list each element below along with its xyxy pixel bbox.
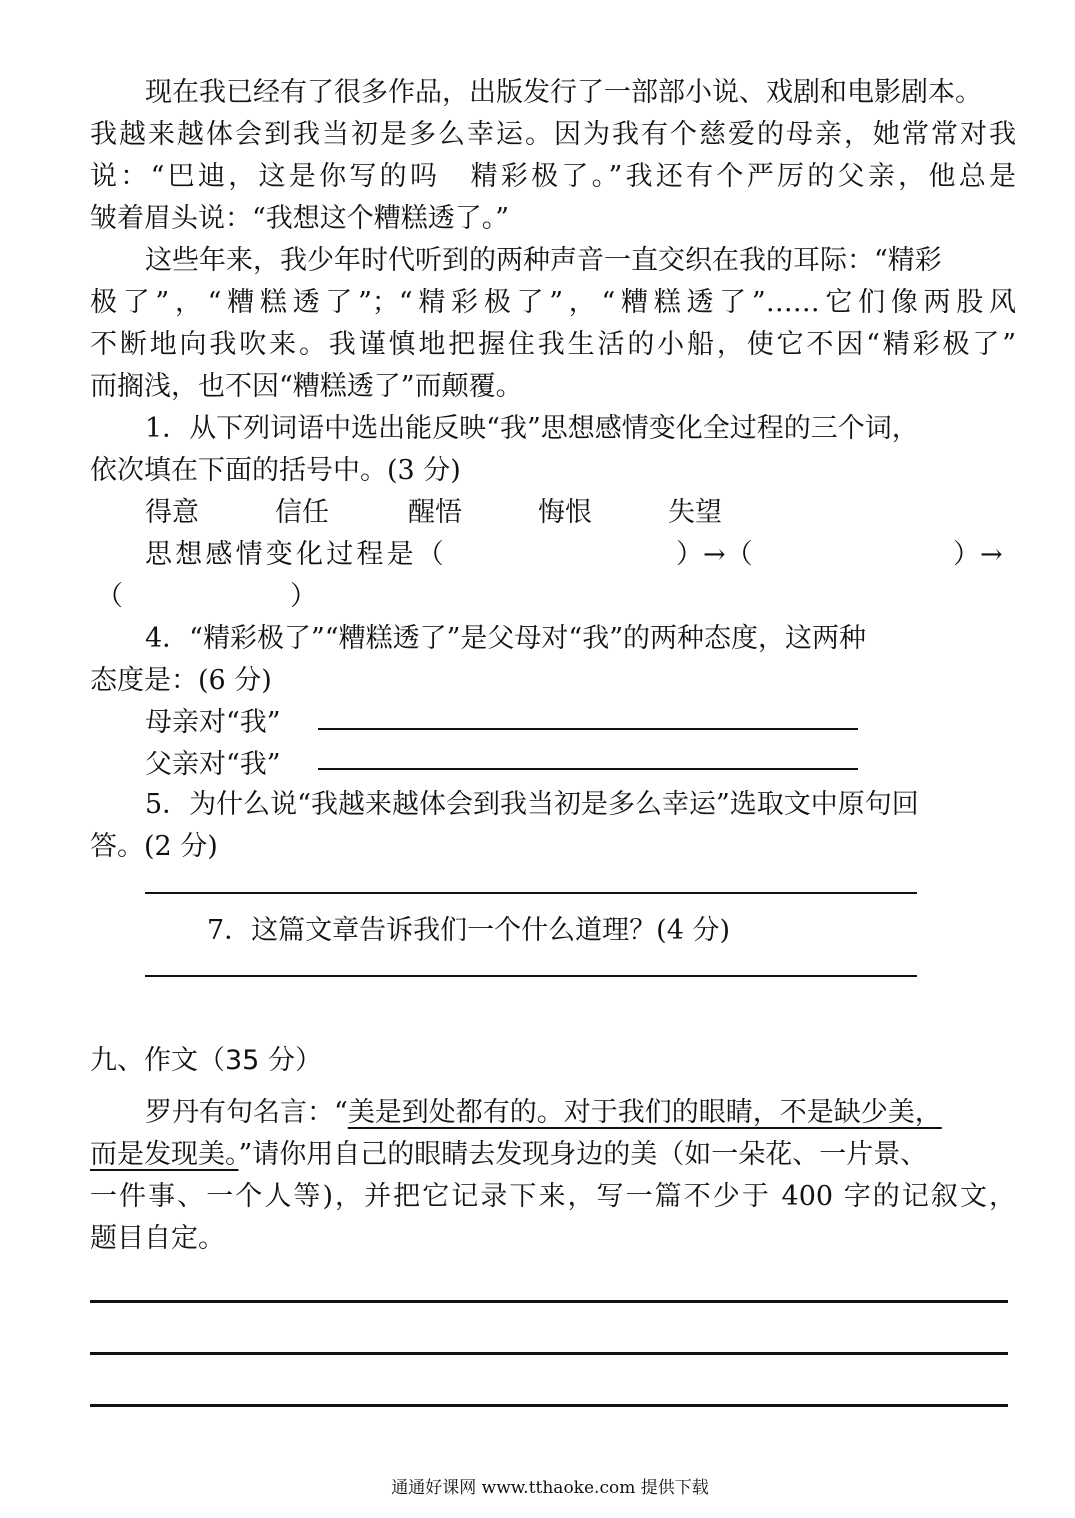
essay-heading: 九、作文（35 分） xyxy=(90,1045,322,1076)
rodin-quote-part1: 美是到处都有的。对于我们的眼睛，不是缺少美， xyxy=(347,1097,942,1128)
essay-line1 xyxy=(145,1092,1025,1134)
q7-answer-line[interactable] xyxy=(145,975,917,977)
essay-writing-line[interactable] xyxy=(90,1300,1008,1303)
option-word: 醒悟 xyxy=(408,497,462,528)
q1-line1: 1．从下列词语中选出能反映“我”思想感情变化全过程的三个词， xyxy=(145,413,919,444)
essay-line2 xyxy=(90,1134,1020,1176)
essay-line3: 一件事、一个人等)，并把它记录下来，写一篇不少于 400 字的记叙文， xyxy=(90,1181,1016,1212)
passage-p2-line2: 极了”，“糟糕透了”；“精彩极了”，“糟糕透了”……它们像两股风 xyxy=(90,287,1016,318)
passage-p1-line2: 我越来越体会到我当初是多么幸运。因为我有个慈爱的母亲，她常常对我 xyxy=(90,119,1016,150)
option-word: 悔恨 xyxy=(538,497,592,528)
essay-line4: 题目自定。 xyxy=(90,1223,225,1254)
passage-p2-line1: 这些年来，我少年时代听到的两种声音一直交织在我的耳际：“精彩 xyxy=(145,245,942,276)
option-word: 信任 xyxy=(275,497,329,528)
passage-p1-line3: 说：“巴迪，这是你写的吗 精彩极了。”我还有个严厉的父亲，他总是 xyxy=(90,161,1016,192)
passage-p2-line3: 不断地向我吹来。我谨慎地把握住我生活的小船，使它不因“精彩极了” xyxy=(90,329,1016,360)
essay-writing-line[interactable] xyxy=(90,1404,1008,1407)
q1-line2: 依次填在下面的括号中。(3 分) xyxy=(90,455,461,486)
q5-answer-line[interactable] xyxy=(145,892,917,894)
essay-writing-line[interactable] xyxy=(90,1352,1008,1355)
page-footer: 通通好课网 www.tthaoke.com 提供下载 xyxy=(391,1478,709,1498)
q4-line2: 态度是：(6 分) xyxy=(90,665,272,696)
q4-father-answer-line[interactable] xyxy=(318,768,858,770)
q4-line1: 4．“精彩极了”“糟糕透了”是父母对“我”的两种态度，这两种 xyxy=(145,623,866,654)
q4-father-label: 父亲对“我” xyxy=(145,749,281,780)
option-word: 失望 xyxy=(668,497,722,528)
option-word: 得意 xyxy=(145,497,199,528)
rodin-quote-part2: 而是发现美。 xyxy=(90,1139,239,1170)
q1-paren-line2-open: （ xyxy=(96,581,123,612)
q1-paren-end: ）→ xyxy=(953,539,1003,570)
q1-paren-line2-close: ） xyxy=(290,581,317,612)
essay-line1-pre: 罗丹有句名言：“ xyxy=(145,1097,348,1128)
q1-process-label: 思想感情变化过程是（ xyxy=(145,539,447,570)
passage-p1-line4: 皱着眉头说：“我想这个糟糕透了。” xyxy=(90,203,510,234)
q4-mother-label: 母亲对“我” xyxy=(145,707,281,738)
q1-paren-mid: ）→（ xyxy=(676,539,753,570)
essay-line2-post: ”请你用自己的眼睛去发现身边的美（如一朵花、一片景、 xyxy=(238,1139,928,1170)
passage-p1-line1: 现在我已经有了很多作品，出版发行了一部部小说、戏剧和电影剧本。 xyxy=(145,77,982,108)
q4-mother-answer-line[interactable] xyxy=(318,728,858,730)
q5-line2: 答。(2 分) xyxy=(90,831,218,862)
q5-line1: 5．为什么说“我越来越体会到我当初是多么幸运”选取文中原句回 xyxy=(145,789,919,820)
q1-word-options xyxy=(0,492,1075,534)
q7-line: 7．这篇文章告诉我们一个什么道理？(4 分) xyxy=(207,915,731,946)
passage-p2-line4: 而搁浅，也不因“糟糕透了”而颠覆。 xyxy=(90,371,523,402)
